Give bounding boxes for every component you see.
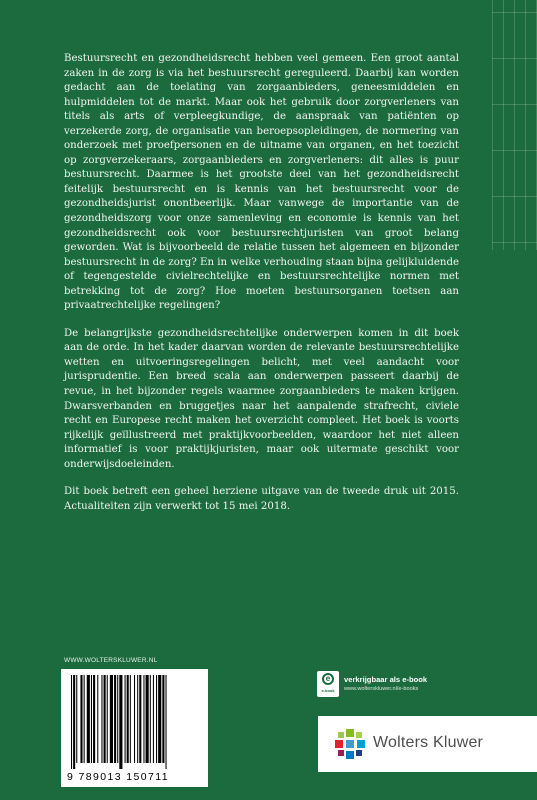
blurb-paragraph-2: De belangrijkste gezondheidsrechtelijke onderwerpen komen in dit boek aan de orde. In het kader daarvan worden de relevante bestuursrechtelijke wetten en uitvoeringsregelingen belicht, met veel aandacht voor jurisprudentie. Een breed scala aan onderwerpen passeert daarbij de revue, in het bijzonder regels waarmee zorgaanbieders te maken krijgen. Dwarsverbanden en bruggetjes naar het aanpalende strafrecht, civiele recht en Europese recht maken het overzicht compleet. Het boek is voorts rijkelijk geïllustreerd met praktijkvoorbeelden, waardoor het niet alleen informatief is voor praktijkjuristen, maar ook uitermate geschikt voor onderwijsdoeleinden. [64,327,459,470]
ebook-icon: e e-book [317,671,339,697]
wolters-kluwer-logo-icon [335,729,365,759]
blurb-paragraph-1: Bestuursrecht en gezondheidsrecht hebben veel gemeen. Een groot aantal zaken in de zorg is via het bestuursrecht gereguleerd. Daarbij kan worden gedacht aan de toelating van zorgaanbieders, geneesmiddelen en hulpmiddelen tot de markt. Maar ook het gebruik door zorgverleners van titels als arts of verpleegkundige, de aanspraak van patiënten op verzekerde zorg, de organisatie van beroepsopleidingen, de normering van onderzoek met proefpersonen en de uitname van organen, en het toezicht op zorgverzekeraars, zorgaanbieders en zorgverleners: dit alles is puur bestuursrecht. Daarmee is het grootste deel van het gezondheidsrecht feitelijk bestuursrecht en is kennis van het bestuursrecht voor de gezondheidsjurist onontbeerlijk. Maar vanwege de importantie van de gezondheidszorg voor onze samenleving en economie is kennis van het gezondheidsrecht ook voor bestuursrechtjuristen van groot belang geworden. Wat is bijvoorbeeld de relatie tussen het algemeen en bijzonder bestuursrecht in de zorg? En in welke verhouding staan bijna gelijkluidende of tegengestelde civielrechtelijke en bestuursrechtelijke normen met betrekking tot de zorg? Hoe moeten bestuursorganen toetsen aan privaatrechtelijke regelingen? [64,53,459,312]
ebook-title: verkrijgbaar als e-book [344,675,428,684]
isbn-number: 9 789013 150711 [67,771,169,783]
website-url: WWW.WOLTERSKLUWER.NL [64,657,158,664]
ebook-icon-label: e-book [321,688,335,693]
publisher-name: Wolters Kluwer [373,734,484,751]
isbn-barcode [61,669,208,787]
barcode-bars [71,675,199,769]
blurb [64,52,459,527]
decorative-grid [492,0,537,250]
publisher-block [318,716,537,772]
blurb-paragraph-3: Dit boek betreft een geheel herziene uitgave van de tweede druk uit 2015. Actualiteiten zijn verwerkt tot 15 mei 2018. [64,486,459,512]
ebook-url: www.wolterskluwer.nl/e-books [344,686,419,692]
